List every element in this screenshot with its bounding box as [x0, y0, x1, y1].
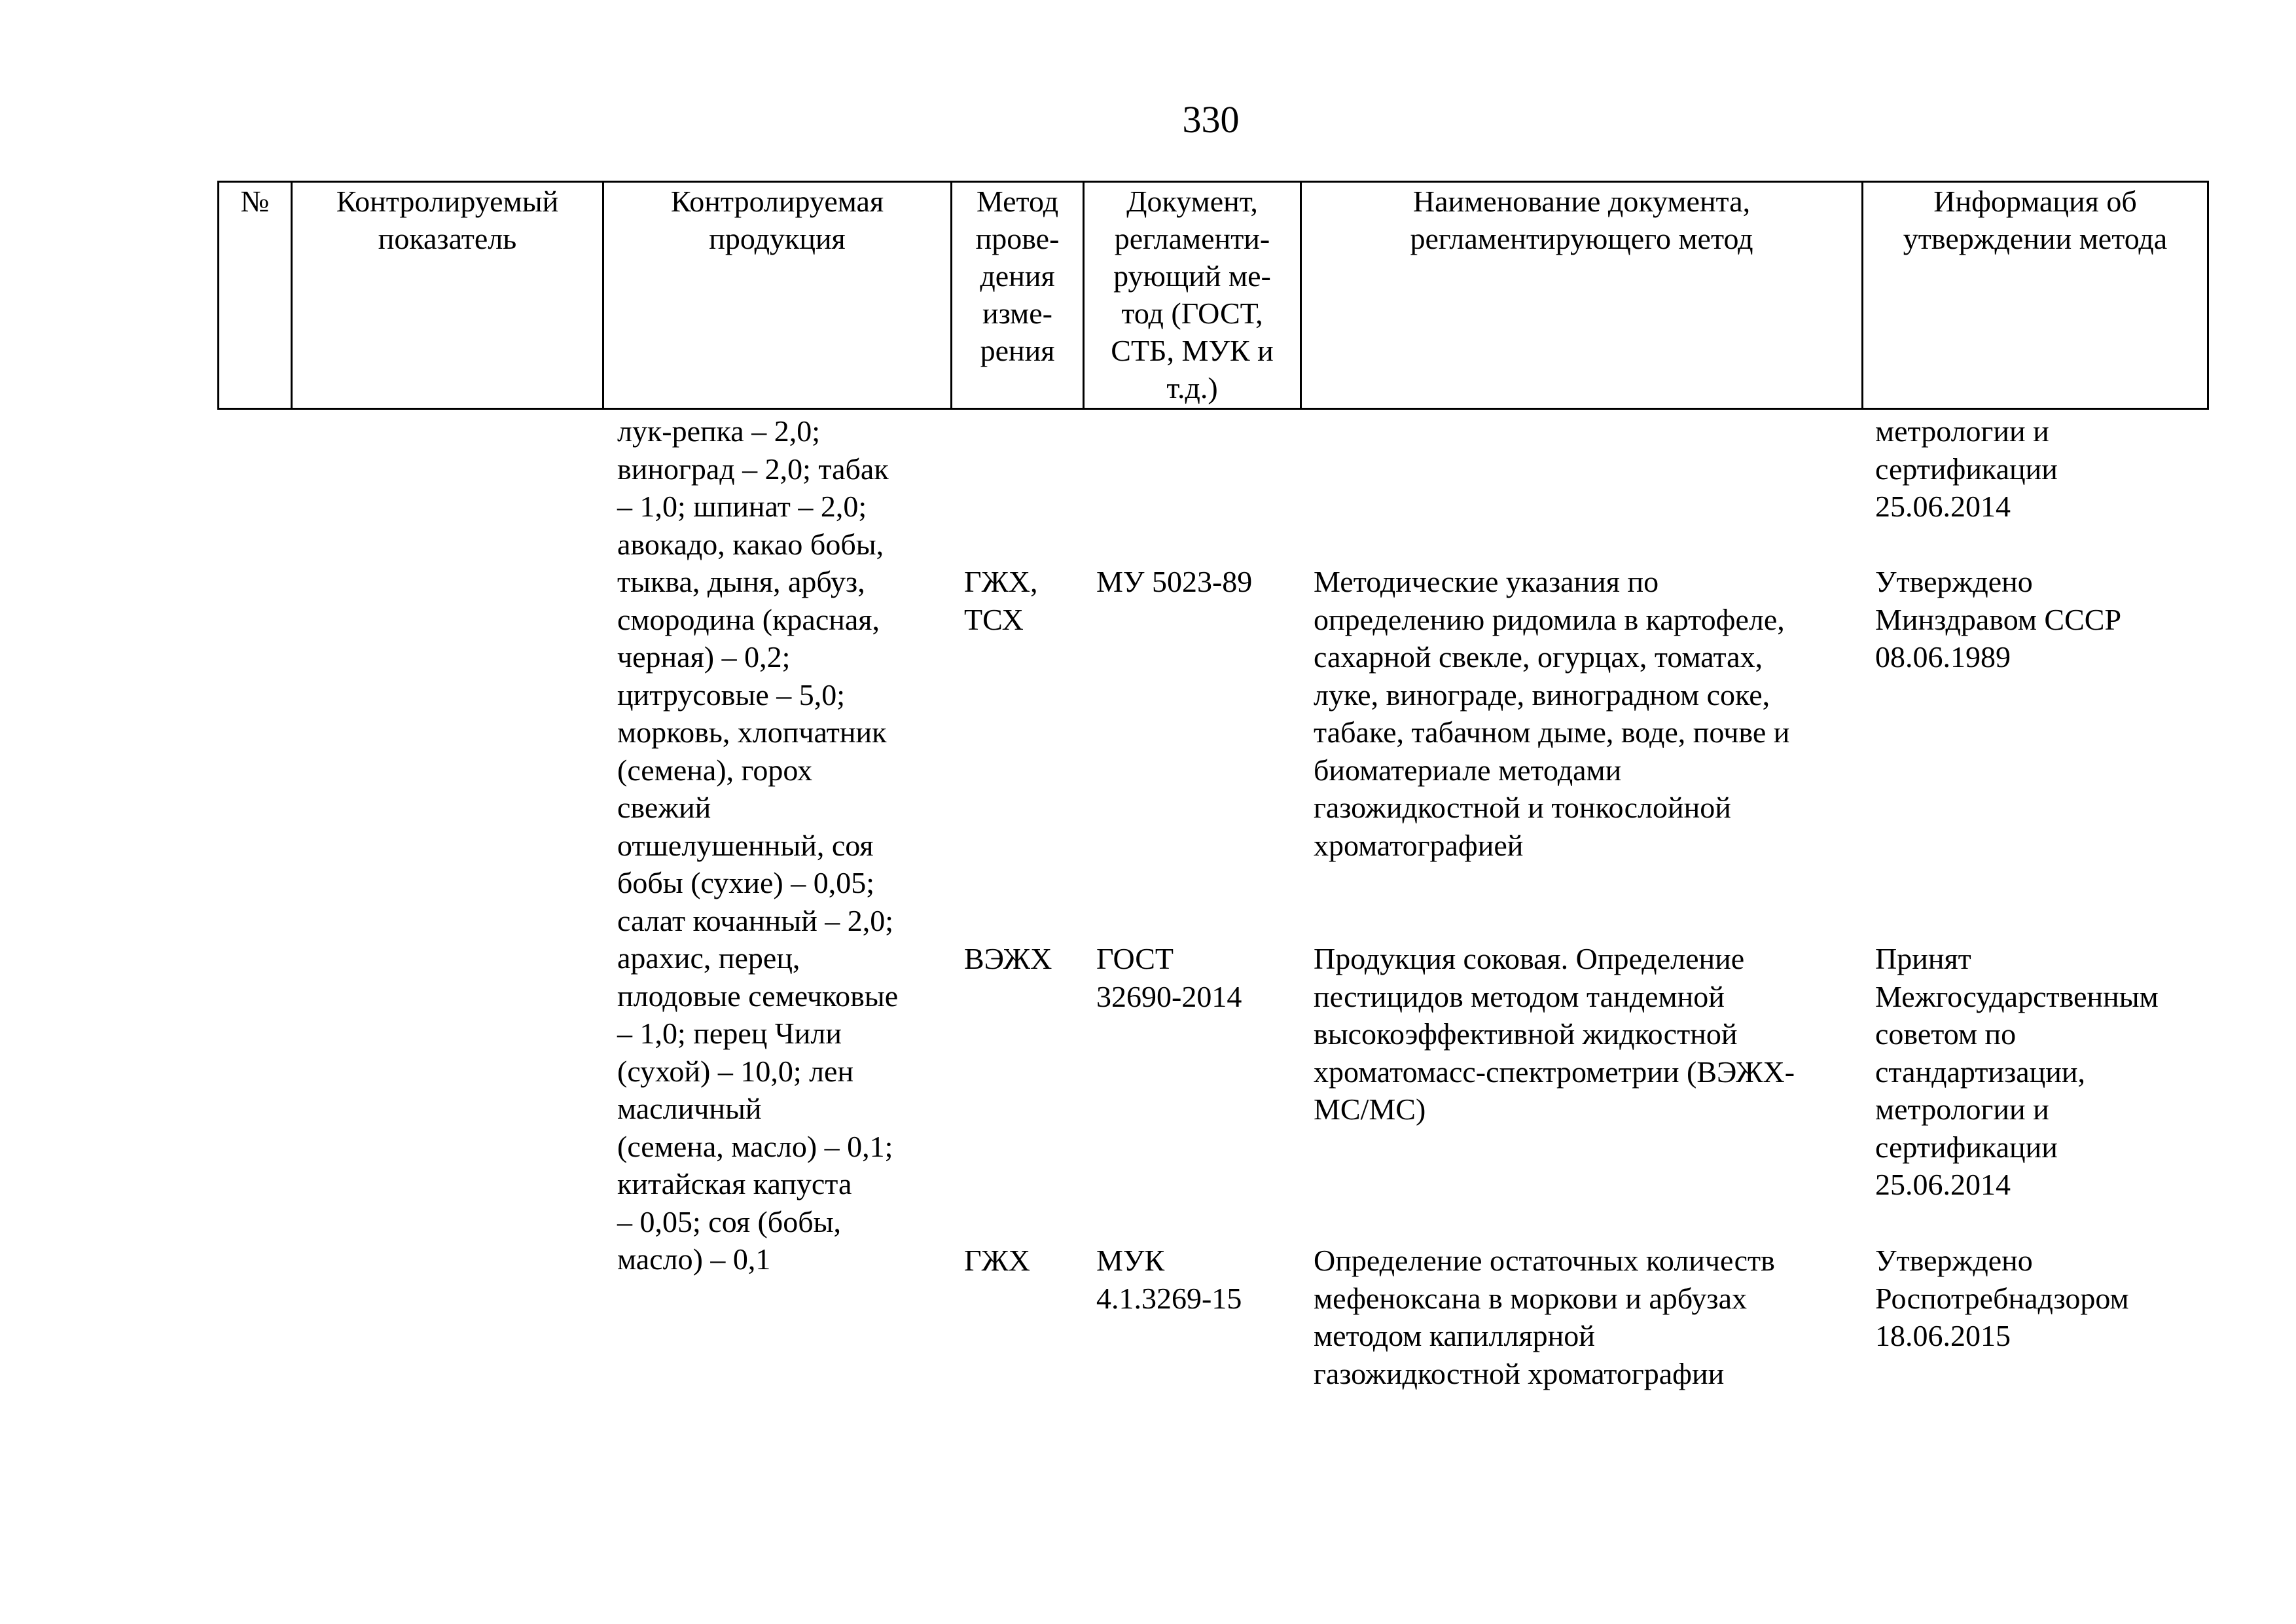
header-method: Метод прове- дения изме- рения [952, 182, 1084, 409]
product-list: лук-репка – 2,0; виноград – 2,0; табак – 1,0; шпинат – 2,0; авокадо, какао бобы, тыква, дыня, арбуз, смородина (красная, черная) – 0,2; цитрусовые – 5,0; морковь, хлопчатник (семена), горох свежий отшелушенный, соя бобы (сухие) – 0,05; салат кочанный – 2,0; арахис, перец, плодовые семечковые – 1,0; перец Чили (сухой) – 10,0; лен масличный (семена, масло) – 0,1; китайская капуста – 0,05; соя (бобы, масло) – 0,1 [617, 414, 899, 1276]
row-1-approval: Утверждено Минздравом СССР 08.06.1989 [1875, 565, 2122, 674]
row-2-approval: Принят Межгосударственным советом по стандартизации, метрологии и сертификации 25.06.2014 [1875, 942, 2159, 1201]
header-approval: Информация об утверждении метода [1863, 182, 2208, 409]
page-number: 330 [1182, 98, 1240, 141]
row-2-method: ВЭЖХ [964, 942, 1052, 975]
header-document: Документ, регламенти- рующий ме- тод (ГОСТ, СТБ, МУК и т.д.) [1084, 182, 1301, 409]
row-1-document: МУ 5023-89 [1096, 565, 1253, 598]
continued-approval: метрологии и сертификации 25.06.2014 [1875, 414, 2058, 523]
row-3-doc-name: Определение остаточных количеств мефеноксана в моркови и арбузах методом капиллярной газожидкостной хроматографии [1314, 1244, 1775, 1390]
table-header [217, 181, 2209, 410]
row-3-approval: Утверждено Роспотребнадзором 18.06.2015 [1875, 1244, 2129, 1352]
header-num: № [219, 182, 292, 409]
header-indicator: Контролируемый показатель [292, 182, 603, 409]
row-2-document: ГОСТ 32690-2014 [1096, 942, 1242, 1013]
header-doc-name: Наименование документа, регламентирующего метод [1301, 182, 1863, 409]
row-1-doc-name: Методические указания по определению ридомила в картофеле, сахарной свекле, огурцах, томатах, луке, винограде, виноградном соке, табаке, табачном дыме, воде, почве и биоматериале методами газожидкостной и тонкослойной хроматографией [1314, 565, 1790, 862]
row-3-document: МУК 4.1.3269-15 [1096, 1244, 1242, 1315]
header-row [219, 182, 2208, 409]
row-2-doc-name: Продукция соковая. Определение пестицидов методом тандемной высокоэффективной жидкостной хроматомасс-спектрометрии (ВЭЖХ- МС/МС) [1314, 942, 1795, 1126]
row-1-method: ГЖХ, ТСХ [964, 565, 1038, 636]
row-3-method: ГЖХ [964, 1244, 1031, 1277]
header-product: Контролируемая продукция [603, 182, 952, 409]
